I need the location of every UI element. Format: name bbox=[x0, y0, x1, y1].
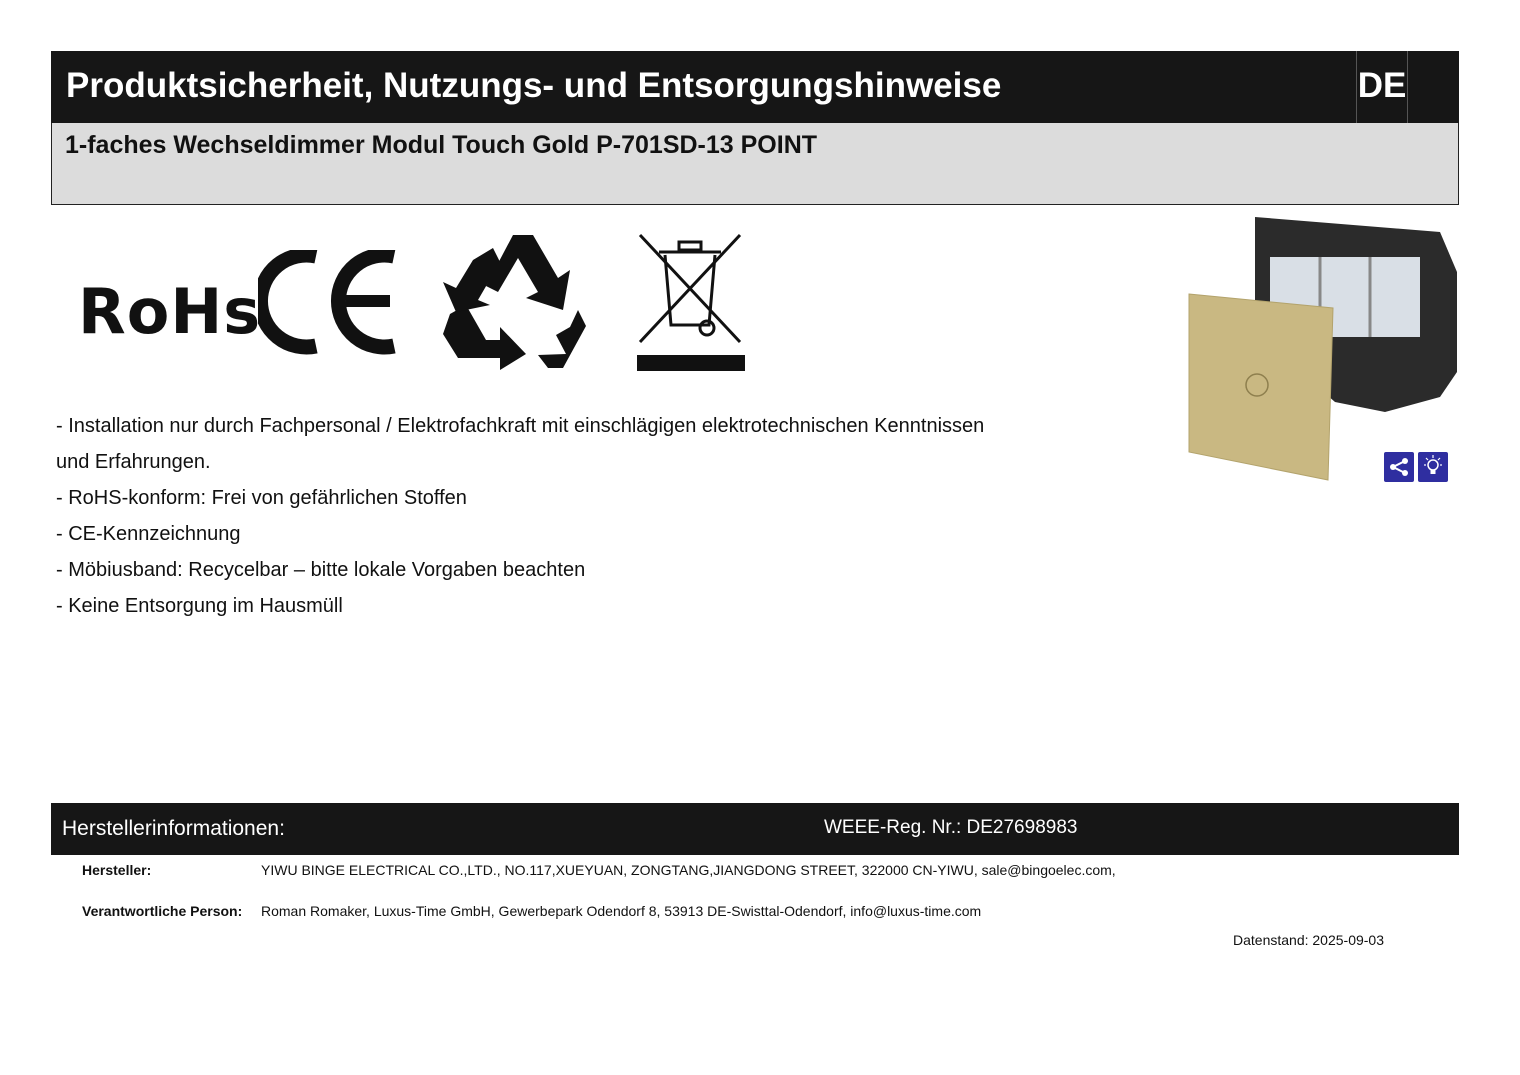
manufacturer-bar bbox=[51, 803, 1459, 855]
note-line: - Installation nur durch Fachpersonal / Elektrofachkraft mit einschlägigen elektrotechnischen Kenntnissen bbox=[56, 415, 985, 437]
rohs-logo: RoHs bbox=[78, 275, 262, 348]
note-line: - Möbiusband: Recycelbar – bitte lokale Vorgaben beachten bbox=[56, 559, 586, 581]
product-name: 1-faches Wechseldimmer Modul Touch Gold P-701SD-13 POINT bbox=[65, 131, 818, 159]
manufacturer-section-label: Herstellerinformationen: bbox=[62, 817, 285, 840]
product-image bbox=[1185, 212, 1460, 487]
note-line: - Keine Entsorgung im Hausmüll bbox=[56, 595, 343, 617]
usage-notes bbox=[56, 408, 1136, 624]
weee-registration: WEEE-Reg. Nr.: DE27698983 bbox=[824, 817, 1078, 838]
network-icon bbox=[1384, 452, 1414, 482]
recycle-icon bbox=[438, 230, 588, 375]
note-line: - RoHS-konform: Frei von gefährlichen Stoffen bbox=[56, 487, 467, 509]
responsible-person-label: Verantwortliche Person: bbox=[82, 903, 243, 919]
language-code: DE bbox=[1356, 51, 1408, 123]
ce-mark-icon bbox=[258, 250, 408, 355]
light-bulb-icon bbox=[1418, 452, 1448, 482]
note-line: - CE-Kennzeichnung bbox=[56, 523, 241, 545]
data-date: Datenstand: 2025-09-03 bbox=[1233, 932, 1384, 948]
note-line: und Erfahrungen. bbox=[56, 451, 211, 473]
weee-crossed-bin-icon bbox=[635, 230, 750, 375]
title-bar bbox=[51, 51, 1459, 123]
product-bar bbox=[51, 123, 1459, 205]
responsible-person-value: Roman Romaker, Luxus-Time GmbH, Gewerbepark Odendorf 8, 53913 DE-Swisttal-Odendorf, info@luxus-time.com bbox=[261, 903, 982, 919]
page-title: Produktsicherheit, Nutzungs- und Entsorgungshinweise bbox=[66, 66, 1002, 105]
manufacturer-label: Hersteller: bbox=[82, 862, 152, 878]
certification-logos bbox=[70, 225, 770, 385]
manufacturer-value: YIWU BINGE ELECTRICAL CO.,LTD., NO.117,XUEYUAN, ZONGTANG,JIANGDONG STREET, 322000 CN-YIWU, sale@bingoelec.com, bbox=[261, 862, 1116, 878]
